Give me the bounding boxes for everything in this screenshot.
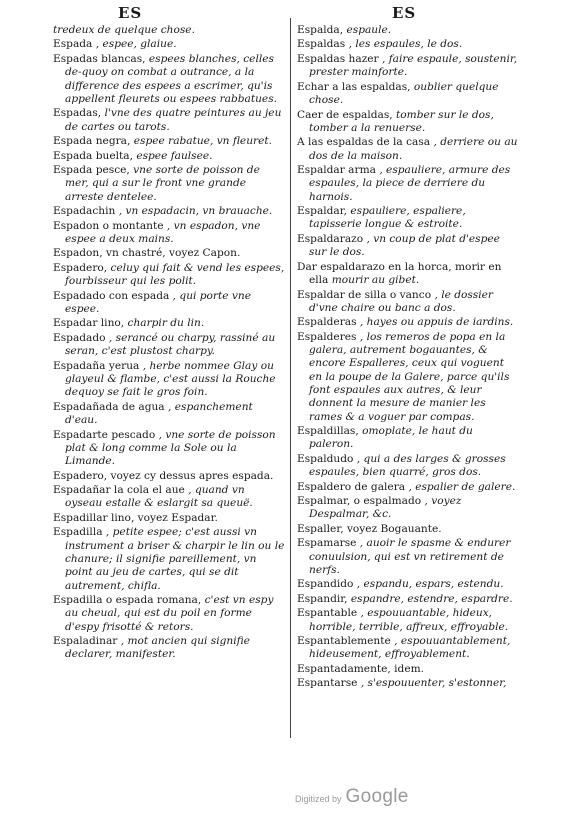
dictionary-entry [297,38,519,51]
headword: Espaldero de galera [297,480,406,493]
left-column [53,24,285,663]
dictionary-entry [297,331,519,424]
headword: Espantarse [297,677,358,690]
definition: , espanchement d'eau. [65,400,253,427]
headword: Espandir, [297,592,348,605]
headword: Espadañada de agua [53,400,165,413]
dictionary-entry [53,429,285,469]
definition: vne sorte de poisson de mer, qui a sur le front vne grande arreste dentelee. [65,164,260,203]
definition: oublier quelque chose. [309,80,499,107]
headword: Espadero, voyez cy dessus apres espada. [53,469,274,482]
headword: Espaldar de silla o vanco [297,288,432,301]
dictionary-entry [297,316,519,329]
headword: Espadon, vn chastré, voyez Capon. [53,247,241,260]
headword: Espaldar arma [297,164,376,177]
dictionary-entry [297,24,519,37]
definition: espee faulsee. [136,149,213,162]
dictionary-entry [297,453,519,480]
definition: , espandu, espars, estendu. [356,578,504,591]
definition: , vn espadacin, vn brauache. [118,205,273,218]
digitized-by-text: Digitized by [295,794,342,804]
dictionary-entry [297,677,519,690]
definition: espauliere, espaliere, tapisserie longue & estroite. [309,205,466,231]
definition: , derriere ou au dos de la maison. [309,136,518,162]
dictionary-entry [297,205,519,232]
headword: Espadarte pescado [53,428,156,441]
headword: Echar a las espaldas, [297,80,411,93]
headword: Espaldas [297,38,346,51]
headword: Espaldillas, [297,425,359,438]
dictionary-entry [297,425,519,452]
definition: , espauliere, armure des espaules, la piece de derriere du harnois. [309,164,511,203]
headword: Espada negra, [53,135,131,148]
headword: Espamarse [297,537,357,550]
dictionary-entry [53,135,285,148]
dictionary-entry [297,537,519,577]
headword: Espantablemente [297,635,391,648]
dictionary-entry [53,164,285,204]
definition: charpir du lin. [127,317,205,330]
dictionary-entry [53,484,285,511]
running-head-left: ES [118,4,143,22]
dictionary-entry [53,401,285,428]
headword: Espalda, [297,24,344,36]
definition: , quand vn oyseau estalle & eslargit sa queuë. [65,484,253,510]
definition: celuy qui fait & vend les espees, fourbisseur qui les polit. [65,261,285,288]
dictionary-entry [297,261,519,288]
headword: Espadon o montante [53,219,164,232]
definition: tredeux de quelque chose. [53,24,195,36]
column-divider [290,18,291,738]
dictionary-entry [53,470,285,483]
definition: , espouuantable, hideux, horrible, terrible, affreux, effroyable. [309,607,509,633]
definition: tomber sur le dos, tomber a la renuerse. [309,108,494,134]
dictionary-entry [53,107,285,134]
definition: mourir au gibet. [331,274,420,287]
dictionary-entry [297,481,519,494]
dictionary-entry [297,663,519,676]
definition: , faire espaule, soustenir, prester mainforte. [309,52,518,79]
headword: Espaldarazo [297,232,364,245]
definition: , hayes ou appuis de iardins. [359,316,514,329]
dictionary-entry [297,635,519,662]
definition: espee rabatue, vn fleuret. [133,135,272,148]
dictionary-entry [53,317,285,330]
definition: , s'espouuenter, s'estonner, [360,677,507,690]
definition: , mot ancien qui signifie declarer, manifester. [65,635,250,661]
headword: Espada buelta, [53,149,133,162]
definition: espaule. [346,24,392,36]
headword: Espaldar, [297,205,348,218]
headword: Espadero, [53,261,108,274]
headword: Caer de espaldas, [297,108,393,121]
dictionary-entry [53,247,285,260]
headword: Espaldudo [297,452,354,465]
definition: , herbe nommee Glay ou glayeul & flambe, c'est aussi la Rouche dequoy se fait le gros foin. [65,359,276,399]
dictionary-entry [53,290,285,317]
headword: Espalmar, o espalmado [297,495,422,508]
dictionary-entry [297,607,519,634]
dictionary-entry [53,262,285,289]
dictionary-entry [297,593,519,606]
definition: , les espaules, le dos. [348,38,463,51]
digitized-footer [295,786,409,808]
headword: Espaller, voyez Bogauante. [297,522,442,535]
definition: espandre, estendre, espardre. [350,592,513,605]
definition: , vn coup de plat d'espee sur le dos. [309,232,500,259]
dictionary-entry [297,289,519,316]
dictionary-entry [297,81,519,108]
headword: Espadañar la cola el aue [53,484,185,497]
definition: , espalier de galere. [408,480,516,493]
dictionary-entry [53,594,285,634]
dictionary-entry [297,53,519,80]
headword: Espaladinar [53,635,118,648]
headword: Espadilla o espada romana, [53,594,202,607]
running-head-right: ES [392,4,417,22]
definition: c'est vn espy au cheual, qui est du poil en forme d'espy frisotté & retors. [65,594,274,633]
headword: Espantadamente, idem. [297,662,425,675]
headword: Espadar lino, [53,317,125,330]
definition: , le dossier d'vne chaire ou banc a dos. [309,288,493,314]
right-column [297,24,519,692]
dictionary-entry [53,220,285,247]
definition: espees blanches, celles de-quoy on combat a outrance, a la difference des espees a escrimer, qu'is appellent fleurets ou espees rabbatues. [65,52,278,105]
headword: Espadaña yerua [53,359,140,372]
definition: , qui porte vne espee. [65,289,251,315]
dictionary-entry [297,523,519,536]
headword: A las espaldas de la casa [297,136,431,149]
definition: , espouuantablement, hideusement, effroyablement. [309,635,511,661]
definition: , serancé ou charpy, rassiné au seran, c'est plustost charpy. [65,331,276,358]
headword: Espadachin [53,205,116,218]
headword: Espadado [53,331,106,344]
dictionary-entry [53,526,285,592]
headword: Dar espaldarazo en la horca, morir en ella [297,260,502,287]
headword: Espada pesce, [53,164,130,177]
headword: Espadado con espada [53,289,170,302]
headword: Espadilla [53,526,103,539]
dictionary-entry [53,24,285,37]
dictionary-entry [53,360,285,400]
definition: , vn espadon, vne espee a deux mains. [65,219,261,245]
definition: , qui a des larges & grosses espaules, bien quarré, gros dos. [309,452,506,479]
dictionary-entry [297,136,519,163]
definition: l'vne des quatre peintures au jeu de cartes ou tarots. [65,107,282,133]
dictionary-entry [53,332,285,359]
google-logo: Google [345,786,409,807]
dictionary-entry [53,635,285,662]
headword: Espalderas [297,316,357,329]
definition: , petite espee; c'est aussi vn instrument a briser & charpir le lin ou le chanure; il signifie pareillement, vn point au jeu de cartes, qui se dit autrement, chifla. [65,526,285,592]
dictionary-entry [297,164,519,204]
definition: , auoir le spasme & endurer conuulsion, qui est vn retirement de nerfs. [309,537,511,576]
dictionary-entry [53,205,285,218]
definition: , voyez Despalmar, &c. [309,495,462,521]
headword: Espadas blancas, [53,52,146,65]
headword: Espadas, [53,107,102,120]
dictionary-entry [297,233,519,260]
dictionary-entry [53,53,285,106]
dictionary-entry [53,150,285,163]
definition: , espee, glaiue. [95,38,177,51]
headword: Espantable [297,607,358,620]
dictionary-entry [53,512,285,525]
dictionary-entry [297,495,519,522]
headword: Espada [53,38,93,51]
headword: Espaldas hazer [297,52,379,65]
definition: , vne sorte de poisson plat & long comme la Sole ou la Limande. [65,428,276,468]
dictionary-entry [53,38,285,51]
headword: Espandido [297,578,354,591]
definition: , los remeros de popa en la galera, autrement bogauantes, & encore Espalleres, ceux qui voguent en la poupe de la Galere, parce qu'ils font espaules aux autres, & leur donnent la mesure de manier les rames & a voguer par compas. [309,330,510,423]
dictionary-entry [297,109,519,136]
dictionary-entry [297,578,519,591]
definition: omoplate, le haut du paleron. [309,425,473,451]
headword: Espalderes [297,330,357,343]
headword: Espadillar lino, voyez Espadar. [53,511,218,524]
